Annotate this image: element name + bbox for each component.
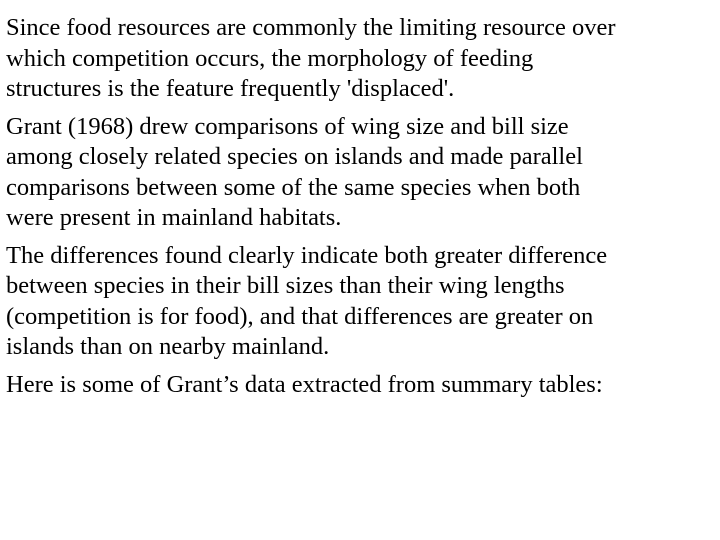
slide-body <box>6 13 716 407</box>
paragraph-food-resources <box>6 13 716 105</box>
text-line: The differences found clearly indicate both greater difference <box>6 241 608 269</box>
paragraph-grant-1968 <box>6 112 716 234</box>
text-line: between species in their bill sizes than their wing lengths <box>6 272 565 299</box>
text-line: comparisons between some of the same species when both <box>6 173 581 201</box>
text-line: Since food resources are commonly the limiting resource over <box>6 14 616 41</box>
paragraph-differences <box>6 241 716 363</box>
text-line: islands than on nearby mainland. <box>6 333 330 360</box>
paragraph-grant-data-intro <box>6 370 716 401</box>
text-line: Here is some of Grant’s data extracted from summary tables: <box>6 370 603 398</box>
text-line: Grant (1968) drew comparisons of wing size and bill size <box>6 112 569 140</box>
text-line: among closely related species on islands and made parallel <box>6 143 583 170</box>
text-line: which competition occurs, the morphology of feeding <box>6 44 534 72</box>
text-line: (competition is for food), and that differences are greater on <box>6 302 594 330</box>
text-line: were present in mainland habitats. <box>6 204 342 231</box>
text-line: structures is the feature frequently 'displaced'. <box>6 75 455 102</box>
